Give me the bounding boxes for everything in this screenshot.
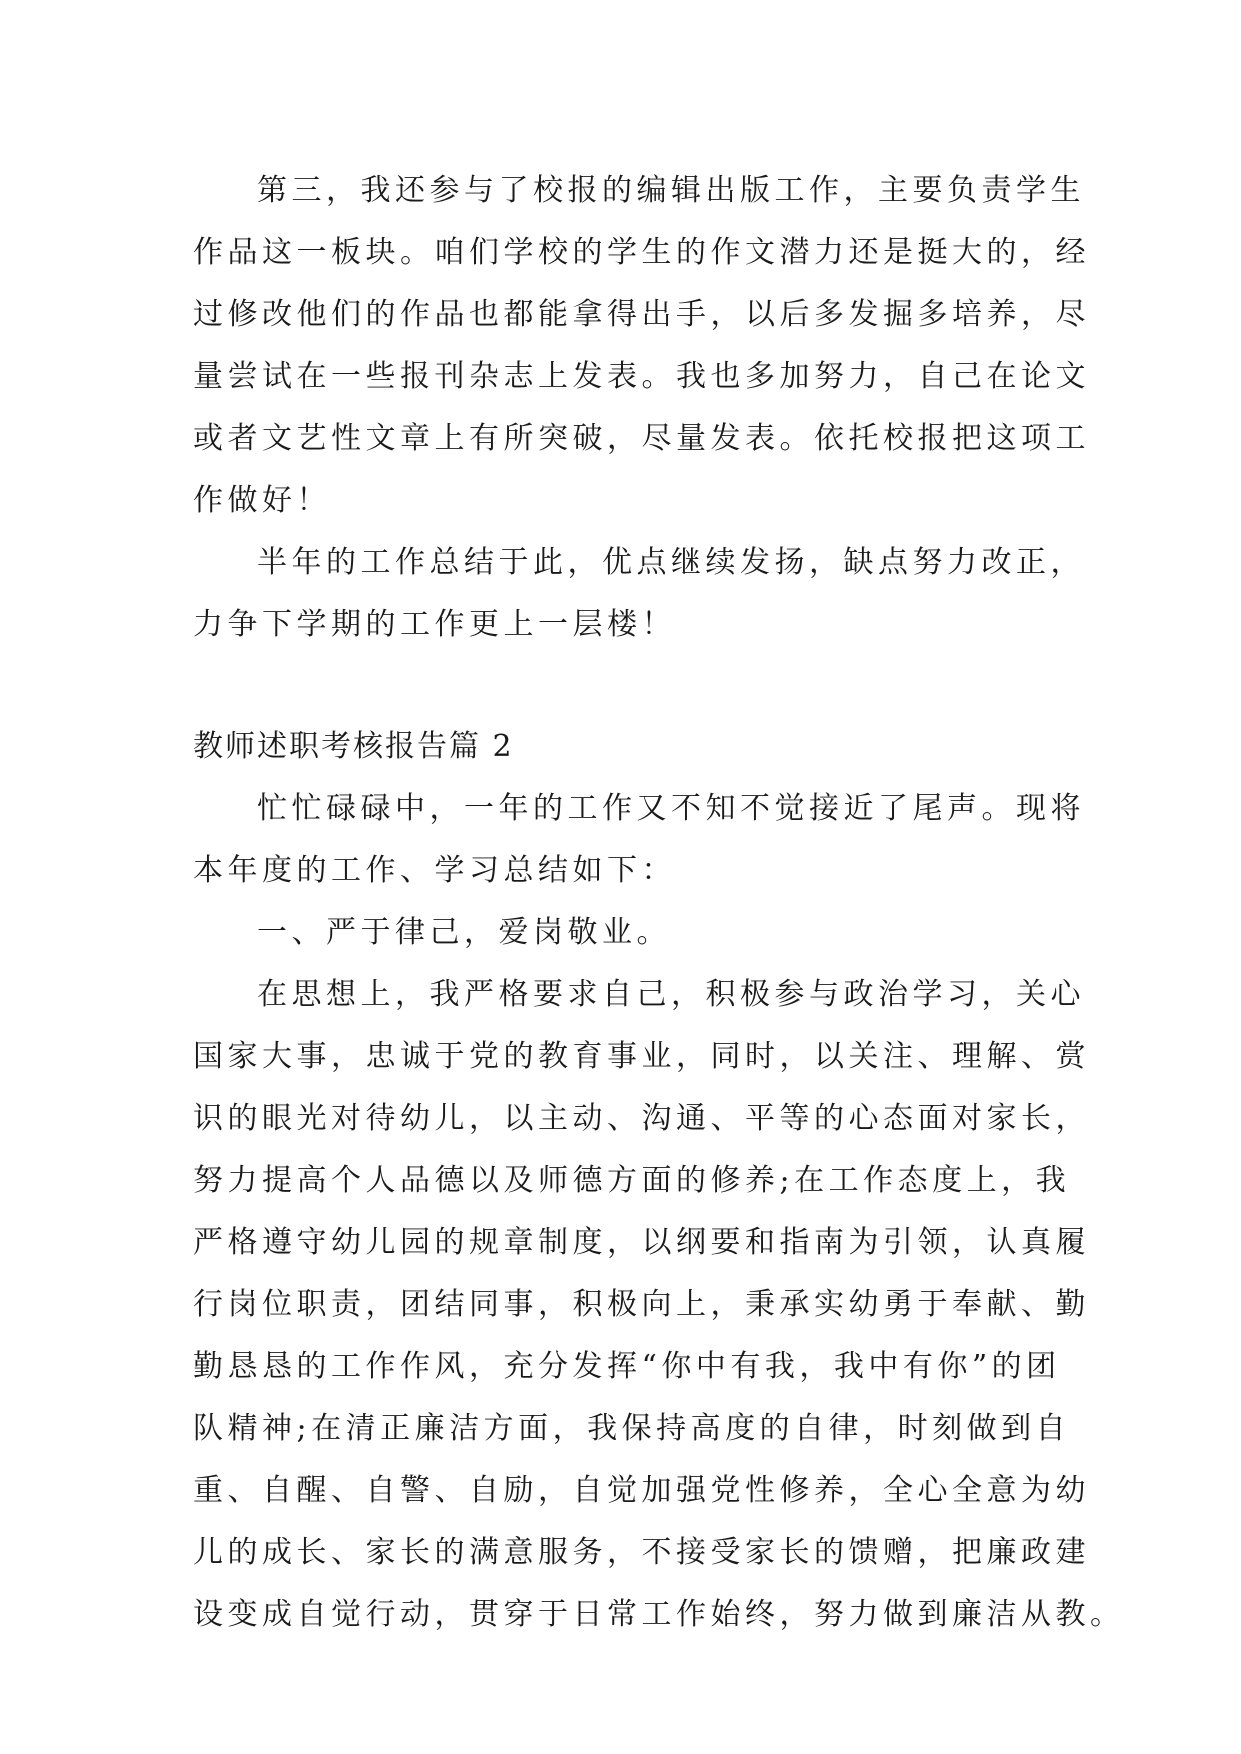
paragraph-editing-work (193, 160, 1090, 532)
section-spacer (193, 656, 1053, 716)
text-line: 努力提高个人品德以及师德方面的修养;在工作态度上，我 (193, 1163, 1071, 1198)
text-line: 作做好！ (193, 483, 331, 518)
text-line: 识的眼光对待幼儿，以主动、沟通、平等的心态面对家长， (193, 1101, 1090, 1136)
text-line: 力争下学期的工作更上一层楼！ (193, 607, 676, 642)
text-line: 半年的工作总结于此，优点继续发扬，缺点努力改正， (257, 545, 1085, 580)
text-line: 行岗位职责，团结同事，积极向上，秉承实幼勇于奉献、勤 (193, 1287, 1090, 1322)
text-line: 或者文艺性文章上有所突破，尽量发表。依托校报把这项工 (193, 421, 1090, 456)
text-line: 国家大事，忠诚于党的教育事业，同时，以关注、理解、赏 (193, 1039, 1090, 1074)
paragraph-subheading (193, 902, 1053, 964)
document-page (193, 160, 1125, 1646)
text-line: 本年度的工作、学习总结如下： (193, 853, 676, 888)
paragraph-summary (193, 532, 1085, 656)
text-line: 量尝试在一些报刊杂志上发表。我也多加努力，自己在论文 (193, 359, 1090, 394)
text-line: 一、严于律己，爱岗敬业。 (257, 915, 671, 950)
text-line: 勤恳恳的工作作风，充分发挥“你中有我，我中有你”的团 (193, 1349, 1061, 1384)
text-line: 设变成自觉行动，贯穿于日常工作始终，努力做到廉洁从教。 (193, 1597, 1125, 1632)
paragraph-ideology (193, 964, 1125, 1646)
text-line: 过修改他们的作品也都能拿得出手，以后多发掘多培养，尽 (193, 297, 1090, 332)
text-line: 作品这一板块。咱们学校的学生的作文潜力还是挺大的，经 (193, 235, 1090, 270)
paragraph-intro (193, 778, 1085, 902)
text-line: 忙忙碌碌中，一年的工作又不知不觉接近了尾声。现将 (257, 791, 1085, 826)
section-heading: 教师述职考核报告篇 2 (193, 729, 514, 764)
text-line: 儿的成长、家长的满意服务，不接受家长的馈赠，把廉政建 (193, 1535, 1090, 1570)
text-line: 严格遵守幼儿园的规章制度，以纲要和指南为引领，认真履 (193, 1225, 1090, 1260)
text-line: 在思想上，我严格要求自己，积极参与政治学习，关心 (257, 977, 1085, 1012)
text-line: 队精神;在清正廉洁方面，我保持高度的自律，时刻做到自 (193, 1411, 1071, 1446)
text-line: 第三，我还参与了校报的编辑出版工作，主要负责学生 (257, 173, 1085, 208)
text-line: 重、自醒、自警、自励，自觉加强党性修养，全心全意为幼 (193, 1473, 1090, 1508)
